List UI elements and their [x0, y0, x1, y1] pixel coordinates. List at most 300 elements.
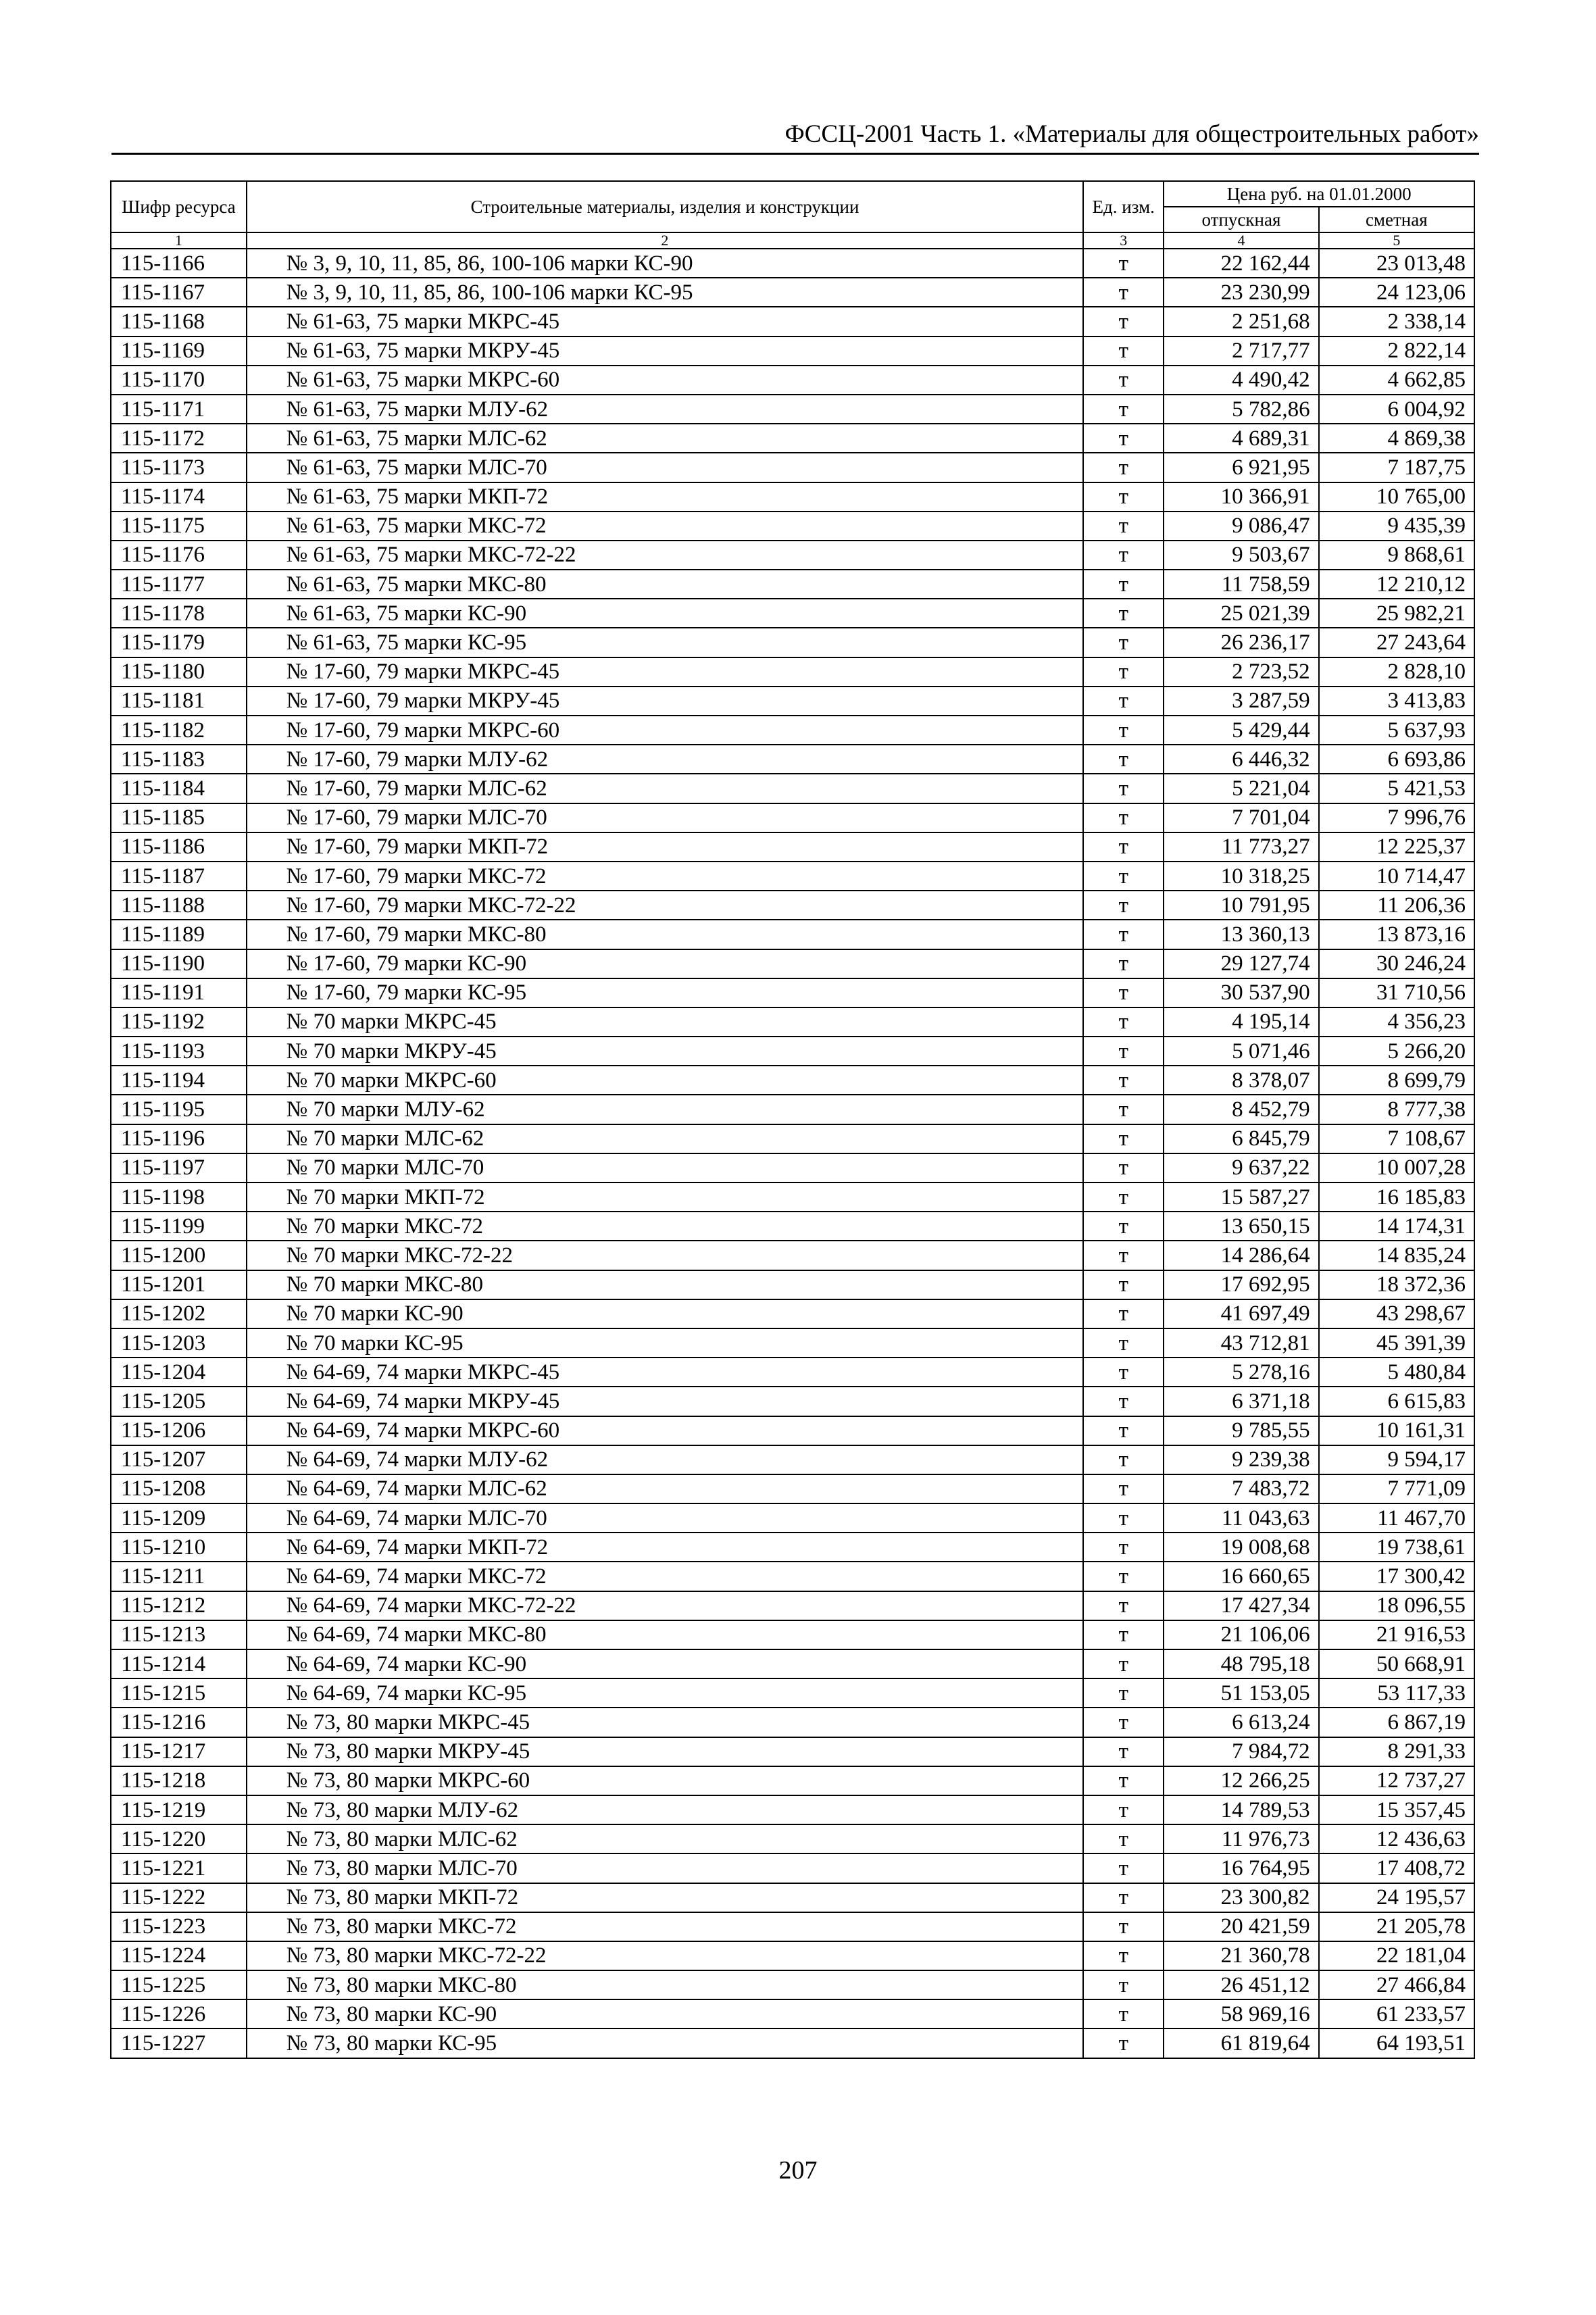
- table-row: [111, 920, 1474, 949]
- release-price-cell: 22 162,44: [1164, 249, 1318, 278]
- unit-cell: т: [1083, 1095, 1164, 1124]
- estimate-price-cell: 4 356,23: [1319, 1007, 1474, 1037]
- resource-code-cell: 115-1184: [111, 774, 247, 803]
- release-price-cell: 11 976,73: [1164, 1824, 1318, 1853]
- unit-cell: т: [1083, 599, 1164, 628]
- resource-code-cell: 115-1214: [111, 1649, 247, 1678]
- resource-code-cell: 115-1202: [111, 1299, 247, 1328]
- unit-cell: т: [1083, 453, 1164, 482]
- resource-code-cell: 115-1181: [111, 687, 247, 716]
- unit-cell: т: [1083, 1066, 1164, 1095]
- table-row: [111, 1270, 1474, 1299]
- resource-code-cell: 115-1218: [111, 1766, 247, 1795]
- table-row: [111, 541, 1474, 570]
- estimate-price-cell: 5 637,93: [1319, 716, 1474, 745]
- estimate-price-cell: 21 205,78: [1319, 1912, 1474, 1941]
- unit-cell: т: [1083, 1795, 1164, 1824]
- unit-cell: т: [1083, 1708, 1164, 1737]
- estimate-price-cell: 4 662,85: [1319, 366, 1474, 395]
- release-price-cell: 17 427,34: [1164, 1591, 1318, 1620]
- material-name-cell: № 73, 80 марки МКС-72-22: [247, 1941, 1083, 1970]
- material-name-cell: № 61-63, 75 марки МЛС-62: [247, 424, 1083, 453]
- resource-code-cell: 115-1223: [111, 1912, 247, 1941]
- header-release-price: отпускная: [1164, 207, 1318, 232]
- release-price-cell: 9 503,67: [1164, 541, 1318, 570]
- resource-code-cell: 115-1182: [111, 716, 247, 745]
- table-row: [111, 1708, 1474, 1737]
- resource-code-cell: 115-1168: [111, 307, 247, 336]
- estimate-price-cell: 10 007,28: [1319, 1153, 1474, 1183]
- table-row: [111, 278, 1474, 307]
- release-price-cell: 23 230,99: [1164, 278, 1318, 307]
- table-row: [111, 1824, 1474, 1853]
- table-row: [111, 366, 1474, 395]
- estimate-price-cell: 14 835,24: [1319, 1241, 1474, 1270]
- unit-cell: т: [1083, 1912, 1164, 1941]
- table-row: [111, 1153, 1474, 1183]
- unit-cell: т: [1083, 1124, 1164, 1153]
- table-row: [111, 949, 1474, 978]
- table-row: [111, 1212, 1474, 1241]
- resource-code-cell: 115-1206: [111, 1416, 247, 1445]
- material-name-cell: № 61-63, 75 марки МЛУ-62: [247, 395, 1083, 424]
- material-name-cell: № 61-63, 75 марки МКС-72-22: [247, 541, 1083, 570]
- release-price-cell: 43 712,81: [1164, 1328, 1318, 1358]
- table-row: [111, 628, 1474, 657]
- material-name-cell: № 73, 80 марки МКРС-60: [247, 1766, 1083, 1795]
- table-row: [111, 1853, 1474, 1883]
- unit-cell: т: [1083, 949, 1164, 978]
- header-name: Строительные материалы, изделия и конструкции: [247, 181, 1083, 232]
- release-price-cell: 11 773,27: [1164, 832, 1318, 862]
- resource-code-cell: 115-1225: [111, 1970, 247, 1999]
- unit-cell: т: [1083, 657, 1164, 687]
- release-price-cell: 2 251,68: [1164, 307, 1318, 336]
- table-row: [111, 1328, 1474, 1358]
- material-name-cell: № 64-69, 74 марки МЛС-70: [247, 1503, 1083, 1533]
- material-name-cell: № 64-69, 74 марки МКС-72: [247, 1562, 1083, 1591]
- table-body: [111, 249, 1474, 2058]
- resource-code-cell: 115-1187: [111, 862, 247, 891]
- unit-cell: т: [1083, 716, 1164, 745]
- release-price-cell: 26 451,12: [1164, 1970, 1318, 1999]
- table-row: [111, 1999, 1474, 2028]
- unit-cell: т: [1083, 920, 1164, 949]
- resource-code-cell: 115-1198: [111, 1183, 247, 1212]
- resource-code-cell: 115-1226: [111, 1999, 247, 2028]
- release-price-cell: 20 421,59: [1164, 1912, 1318, 1941]
- table-row: [111, 657, 1474, 687]
- estimate-price-cell: 5 421,53: [1319, 774, 1474, 803]
- release-price-cell: 16 764,95: [1164, 1853, 1318, 1883]
- estimate-price-cell: 18 372,36: [1319, 1270, 1474, 1299]
- table-row: [111, 862, 1474, 891]
- resource-code-cell: 115-1207: [111, 1445, 247, 1474]
- estimate-price-cell: 6 867,19: [1319, 1708, 1474, 1737]
- page-header: [111, 115, 1479, 155]
- estimate-price-cell: 7 108,67: [1319, 1124, 1474, 1153]
- resource-code-cell: 115-1166: [111, 249, 247, 278]
- resource-code-cell: 115-1192: [111, 1007, 247, 1037]
- table-row: [111, 1766, 1474, 1795]
- unit-cell: т: [1083, 1737, 1164, 1766]
- table-row: [111, 2028, 1474, 2058]
- unit-cell: т: [1083, 1970, 1164, 1999]
- unit-cell: т: [1083, 249, 1164, 278]
- material-name-cell: № 70 марки МКРУ-45: [247, 1037, 1083, 1066]
- estimate-price-cell: 10 714,47: [1319, 862, 1474, 891]
- unit-cell: т: [1083, 1941, 1164, 1970]
- unit-cell: т: [1083, 1212, 1164, 1241]
- column-number: 4: [1164, 232, 1318, 249]
- material-name-cell: № 61-63, 75 марки МКС-72: [247, 512, 1083, 541]
- column-number: 1: [111, 232, 247, 249]
- unit-cell: т: [1083, 687, 1164, 716]
- resource-code-cell: 115-1212: [111, 1591, 247, 1620]
- estimate-price-cell: 10 161,31: [1319, 1416, 1474, 1445]
- estimate-price-cell: 6 615,83: [1319, 1387, 1474, 1416]
- table-row: [111, 395, 1474, 424]
- resource-code-cell: 115-1179: [111, 628, 247, 657]
- release-price-cell: 11 043,63: [1164, 1503, 1318, 1533]
- resource-code-cell: 115-1183: [111, 745, 247, 774]
- resource-code-cell: 115-1216: [111, 1708, 247, 1737]
- estimate-price-cell: 18 096,55: [1319, 1591, 1474, 1620]
- unit-cell: т: [1083, 1591, 1164, 1620]
- unit-cell: т: [1083, 1853, 1164, 1883]
- resource-code-cell: 115-1194: [111, 1066, 247, 1095]
- material-name-cell: № 17-60, 79 марки МКРС-60: [247, 716, 1083, 745]
- table-row: [111, 832, 1474, 862]
- table-row: [111, 1912, 1474, 1941]
- material-name-cell: № 73, 80 марки КС-90: [247, 1999, 1083, 2028]
- release-price-cell: 6 446,32: [1164, 745, 1318, 774]
- estimate-price-cell: 5 266,20: [1319, 1037, 1474, 1066]
- table-row: [111, 482, 1474, 512]
- resource-code-cell: 115-1227: [111, 2028, 247, 2058]
- release-price-cell: 16 660,65: [1164, 1562, 1318, 1591]
- estimate-price-cell: 8 291,33: [1319, 1737, 1474, 1766]
- unit-cell: т: [1083, 745, 1164, 774]
- table-row: [111, 774, 1474, 803]
- resource-code-cell: 115-1197: [111, 1153, 247, 1183]
- estimate-price-cell: 9 868,61: [1319, 541, 1474, 570]
- material-name-cell: № 70 марки МЛС-70: [247, 1153, 1083, 1183]
- unit-cell: т: [1083, 891, 1164, 920]
- release-price-cell: 7 701,04: [1164, 803, 1318, 832]
- release-price-cell: 5 221,04: [1164, 774, 1318, 803]
- resource-code-cell: 115-1186: [111, 832, 247, 862]
- unit-cell: т: [1083, 862, 1164, 891]
- release-price-cell: 6 613,24: [1164, 1708, 1318, 1737]
- unit-cell: т: [1083, 1183, 1164, 1212]
- material-name-cell: № 17-60, 79 марки МКС-72-22: [247, 891, 1083, 920]
- unit-cell: т: [1083, 1474, 1164, 1503]
- material-name-cell: № 61-63, 75 марки КС-90: [247, 599, 1083, 628]
- release-price-cell: 8 452,79: [1164, 1095, 1318, 1124]
- table-row: [111, 453, 1474, 482]
- table-row: [111, 1474, 1474, 1503]
- estimate-price-cell: 7 771,09: [1319, 1474, 1474, 1503]
- resource-code-cell: 115-1170: [111, 366, 247, 395]
- resource-code-cell: 115-1174: [111, 482, 247, 512]
- resource-code-cell: 115-1208: [111, 1474, 247, 1503]
- release-price-cell: 9 239,38: [1164, 1445, 1318, 1474]
- release-price-cell: 21 106,06: [1164, 1620, 1318, 1649]
- estimate-price-cell: 8 777,38: [1319, 1095, 1474, 1124]
- release-price-cell: 9 785,55: [1164, 1416, 1318, 1445]
- resource-code-cell: 115-1171: [111, 395, 247, 424]
- resource-code-cell: 115-1200: [111, 1241, 247, 1270]
- material-name-cell: № 64-69, 74 марки МКРС-45: [247, 1358, 1083, 1387]
- estimate-price-cell: 24 123,06: [1319, 278, 1474, 307]
- estimate-price-cell: 11 206,36: [1319, 891, 1474, 920]
- unit-cell: т: [1083, 832, 1164, 862]
- resource-code-cell: 115-1195: [111, 1095, 247, 1124]
- unit-cell: т: [1083, 1562, 1164, 1591]
- material-name-cell: № 17-60, 79 марки КС-90: [247, 949, 1083, 978]
- estimate-price-cell: 43 298,67: [1319, 1299, 1474, 1328]
- material-name-cell: № 73, 80 марки МКС-80: [247, 1970, 1083, 1999]
- table-row: [111, 1095, 1474, 1124]
- table-row: [111, 1416, 1474, 1445]
- resource-code-cell: 115-1175: [111, 512, 247, 541]
- page-header-title: ФССЦ-2001 Часть 1. «Материалы для общестроительных работ»: [784, 120, 1479, 148]
- table-row: [111, 1503, 1474, 1533]
- release-price-cell: 7 984,72: [1164, 1737, 1318, 1766]
- release-price-cell: 11 758,59: [1164, 570, 1318, 599]
- unit-cell: т: [1083, 1883, 1164, 1912]
- resource-code-cell: 115-1173: [111, 453, 247, 482]
- resource-code-cell: 115-1217: [111, 1737, 247, 1766]
- resource-code-cell: 115-1190: [111, 949, 247, 978]
- release-price-cell: 13 650,15: [1164, 1212, 1318, 1241]
- unit-cell: т: [1083, 482, 1164, 512]
- resource-code-cell: 115-1204: [111, 1358, 247, 1387]
- material-name-cell: № 64-69, 74 марки МКП-72: [247, 1533, 1083, 1562]
- unit-cell: т: [1083, 1416, 1164, 1445]
- table-row: [111, 1678, 1474, 1708]
- material-name-cell: № 64-69, 74 марки МЛУ-62: [247, 1445, 1083, 1474]
- header-price-group: Цена руб. на 01.01.2000: [1164, 181, 1474, 207]
- material-name-cell: № 73, 80 марки МКРС-45: [247, 1708, 1083, 1737]
- estimate-price-cell: 12 210,12: [1319, 570, 1474, 599]
- estimate-price-cell: 50 668,91: [1319, 1649, 1474, 1678]
- material-name-cell: № 64-69, 74 марки МКРС-60: [247, 1416, 1083, 1445]
- unit-cell: т: [1083, 570, 1164, 599]
- material-name-cell: № 70 марки МКС-80: [247, 1270, 1083, 1299]
- release-price-cell: 12 266,25: [1164, 1766, 1318, 1795]
- table-row: [111, 891, 1474, 920]
- estimate-price-cell: 13 873,16: [1319, 920, 1474, 949]
- resource-code-cell: 115-1210: [111, 1533, 247, 1562]
- unit-cell: т: [1083, 1620, 1164, 1649]
- table-row: [111, 337, 1474, 366]
- resource-code-cell: 115-1172: [111, 424, 247, 453]
- resource-code-cell: 115-1209: [111, 1503, 247, 1533]
- estimate-price-cell: 2 338,14: [1319, 307, 1474, 336]
- material-name-cell: № 17-60, 79 марки МКП-72: [247, 832, 1083, 862]
- table-row: [111, 1241, 1474, 1270]
- estimate-price-cell: 64 193,51: [1319, 2028, 1474, 2058]
- release-price-cell: 30 537,90: [1164, 978, 1318, 1007]
- material-name-cell: № 73, 80 марки МКС-72: [247, 1912, 1083, 1941]
- estimate-price-cell: 5 480,84: [1319, 1358, 1474, 1387]
- unit-cell: т: [1083, 1270, 1164, 1299]
- material-name-cell: № 70 марки МКС-72-22: [247, 1241, 1083, 1270]
- unit-cell: т: [1083, 1824, 1164, 1853]
- release-price-cell: 23 300,82: [1164, 1883, 1318, 1912]
- estimate-price-cell: 23 013,48: [1319, 249, 1474, 278]
- unit-cell: т: [1083, 1533, 1164, 1562]
- table-row: [111, 512, 1474, 541]
- release-price-cell: 51 153,05: [1164, 1678, 1318, 1708]
- unit-cell: т: [1083, 1299, 1164, 1328]
- estimate-price-cell: 2 828,10: [1319, 657, 1474, 687]
- table-row: [111, 1037, 1474, 1066]
- estimate-price-cell: 9 594,17: [1319, 1445, 1474, 1474]
- column-number: 2: [247, 232, 1083, 249]
- material-name-cell: № 61-63, 75 марки КС-95: [247, 628, 1083, 657]
- unit-cell: т: [1083, 307, 1164, 336]
- material-name-cell: № 73, 80 марки КС-95: [247, 2028, 1083, 2058]
- release-price-cell: 8 378,07: [1164, 1066, 1318, 1095]
- unit-cell: т: [1083, 774, 1164, 803]
- release-price-cell: 2 717,77: [1164, 337, 1318, 366]
- header-unit: Ед. изм.: [1083, 181, 1164, 232]
- material-name-cell: № 61-63, 75 марки МКРС-45: [247, 307, 1083, 336]
- material-name-cell: № 70 марки МЛС-62: [247, 1124, 1083, 1153]
- material-name-cell: № 70 марки МКРС-45: [247, 1007, 1083, 1037]
- table-row: [111, 1649, 1474, 1678]
- estimate-price-cell: 24 195,57: [1319, 1883, 1474, 1912]
- unit-cell: т: [1083, 1358, 1164, 1387]
- resource-code-cell: 115-1201: [111, 1270, 247, 1299]
- material-name-cell: № 17-60, 79 марки МЛС-70: [247, 803, 1083, 832]
- estimate-price-cell: 11 467,70: [1319, 1503, 1474, 1533]
- resource-code-cell: 115-1177: [111, 570, 247, 599]
- material-name-cell: № 70 марки КС-95: [247, 1328, 1083, 1358]
- resource-code-cell: 115-1199: [111, 1212, 247, 1241]
- material-name-cell: № 64-69, 74 марки КС-95: [247, 1678, 1083, 1708]
- table-row: [111, 803, 1474, 832]
- unit-cell: т: [1083, 1387, 1164, 1416]
- table-row: [111, 1883, 1474, 1912]
- table-row: [111, 1299, 1474, 1328]
- estimate-price-cell: 22 181,04: [1319, 1941, 1474, 1970]
- material-name-cell: № 73, 80 марки МЛС-62: [247, 1824, 1083, 1853]
- unit-cell: т: [1083, 978, 1164, 1007]
- material-name-cell: № 61-63, 75 марки МЛС-70: [247, 453, 1083, 482]
- resource-code-cell: 115-1167: [111, 278, 247, 307]
- resource-code-cell: 115-1178: [111, 599, 247, 628]
- unit-cell: т: [1083, 1766, 1164, 1795]
- release-price-cell: 4 689,31: [1164, 424, 1318, 453]
- release-price-cell: 4 195,14: [1164, 1007, 1318, 1037]
- release-price-cell: 29 127,74: [1164, 949, 1318, 978]
- table-row: [111, 570, 1474, 599]
- release-price-cell: 6 845,79: [1164, 1124, 1318, 1153]
- unit-cell: т: [1083, 1007, 1164, 1037]
- unit-cell: т: [1083, 1678, 1164, 1708]
- material-name-cell: № 64-69, 74 марки МЛС-62: [247, 1474, 1083, 1503]
- table-row: [111, 1970, 1474, 1999]
- estimate-price-cell: 30 246,24: [1319, 949, 1474, 978]
- unit-cell: т: [1083, 628, 1164, 657]
- estimate-price-cell: 10 765,00: [1319, 482, 1474, 512]
- estimate-price-cell: 16 185,83: [1319, 1183, 1474, 1212]
- release-price-cell: 25 021,39: [1164, 599, 1318, 628]
- resource-code-cell: 115-1205: [111, 1387, 247, 1416]
- material-name-cell: № 73, 80 марки МКП-72: [247, 1883, 1083, 1912]
- table-row: [111, 249, 1474, 278]
- table-row: [111, 1533, 1474, 1562]
- estimate-price-cell: 2 822,14: [1319, 337, 1474, 366]
- unit-cell: т: [1083, 1445, 1164, 1474]
- estimate-price-cell: 14 174,31: [1319, 1212, 1474, 1241]
- material-name-cell: № 17-60, 79 марки КС-95: [247, 978, 1083, 1007]
- estimate-price-cell: 6 004,92: [1319, 395, 1474, 424]
- material-name-cell: № 73, 80 марки МЛУ-62: [247, 1795, 1083, 1824]
- estimate-price-cell: 4 869,38: [1319, 424, 1474, 453]
- resource-code-cell: 115-1169: [111, 337, 247, 366]
- table-row: [111, 687, 1474, 716]
- unit-cell: т: [1083, 2028, 1164, 2058]
- unit-cell: т: [1083, 1999, 1164, 2028]
- table-header: [111, 181, 1474, 249]
- unit-cell: т: [1083, 337, 1164, 366]
- unit-cell: т: [1083, 366, 1164, 395]
- table-row: [111, 1591, 1474, 1620]
- material-name-cell: № 70 марки МКРС-60: [247, 1066, 1083, 1095]
- release-price-cell: 14 789,53: [1164, 1795, 1318, 1824]
- estimate-price-cell: 21 916,53: [1319, 1620, 1474, 1649]
- material-name-cell: № 61-63, 75 марки МКРУ-45: [247, 337, 1083, 366]
- table-row: [111, 1445, 1474, 1474]
- material-name-cell: № 64-69, 74 марки МКС-72-22: [247, 1591, 1083, 1620]
- estimate-price-cell: 27 466,84: [1319, 1970, 1474, 1999]
- resource-code-cell: 115-1176: [111, 541, 247, 570]
- unit-cell: т: [1083, 1649, 1164, 1678]
- release-price-cell: 5 278,16: [1164, 1358, 1318, 1387]
- material-name-cell: № 17-60, 79 марки МКС-72: [247, 862, 1083, 891]
- release-price-cell: 14 286,64: [1164, 1241, 1318, 1270]
- release-price-cell: 48 795,18: [1164, 1649, 1318, 1678]
- estimate-price-cell: 7 996,76: [1319, 803, 1474, 832]
- table-row: [111, 1620, 1474, 1649]
- resource-code-cell: 115-1224: [111, 1941, 247, 1970]
- estimate-price-cell: 9 435,39: [1319, 512, 1474, 541]
- estimate-price-cell: 7 187,75: [1319, 453, 1474, 482]
- material-name-cell: № 3, 9, 10, 11, 85, 86, 100-106 марки КС-95: [247, 278, 1083, 307]
- estimate-price-cell: 8 699,79: [1319, 1066, 1474, 1095]
- resource-code-cell: 115-1188: [111, 891, 247, 920]
- material-name-cell: № 17-60, 79 марки МКРС-45: [247, 657, 1083, 687]
- material-name-cell: № 17-60, 79 марки МКС-80: [247, 920, 1083, 949]
- unit-cell: т: [1083, 395, 1164, 424]
- release-price-cell: 10 791,95: [1164, 891, 1318, 920]
- price-table: [110, 180, 1475, 2059]
- table-row: [111, 1358, 1474, 1387]
- material-name-cell: № 64-69, 74 марки МКС-80: [247, 1620, 1083, 1649]
- table-row: [111, 1066, 1474, 1095]
- release-price-cell: 2 723,52: [1164, 657, 1318, 687]
- column-number: 5: [1319, 232, 1474, 249]
- material-name-cell: № 64-69, 74 марки КС-90: [247, 1649, 1083, 1678]
- table-row: [111, 424, 1474, 453]
- material-name-cell: № 64-69, 74 марки МКРУ-45: [247, 1387, 1083, 1416]
- estimate-price-cell: 12 225,37: [1319, 832, 1474, 862]
